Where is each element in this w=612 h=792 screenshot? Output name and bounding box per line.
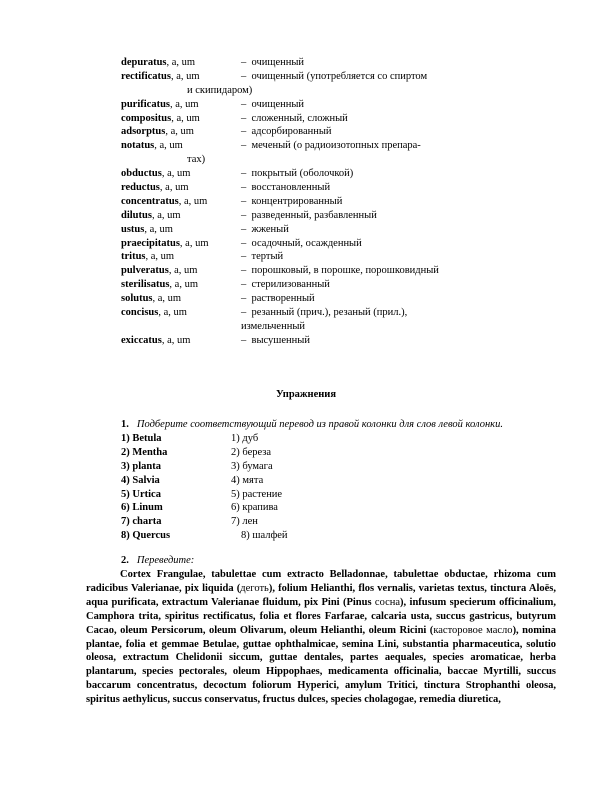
vocab-translation: – меченый (о радиоизотопных препара- [241,140,421,152]
vocab-row [121,237,481,251]
vocab-row [121,306,481,320]
vocab-row [121,334,481,348]
vocab-row [121,223,481,237]
match-russian-word: 5) растение [231,488,283,500]
match-row [121,501,421,515]
vocab-translation: – жженый [241,223,289,235]
exercise-2-text [86,568,556,707]
match-latin-word: 6) Linum [121,502,163,514]
vocab-translation: – резанный (прич.), резаный (прил.), [241,307,408,319]
exercise-2-number: 2. [121,555,129,566]
match-latin-word: 2) Mentha [121,446,168,458]
exercise-1-task: Подберите соответствующий перевод из правой колонки для слов левой колонки. [136,419,503,430]
vocab-latin: concentratus, a, um [121,195,208,207]
match-latin-word: 8) Quercus [121,530,171,542]
russian-gloss-text: деготь [240,582,269,594]
vocab-translation: – высушенный [241,334,310,346]
vocab-translation: – тертый [241,251,284,263]
match-russian-word: 1) дуб [231,433,259,444]
match-russian-word: 2) береза [231,446,272,458]
vocab-latin: solutus, a, um [121,293,182,305]
match-russian-word: 6) крапива [231,502,278,514]
vocab-row-continuation [121,320,481,334]
exercise-1-number: 1. [121,419,129,430]
vocab-translation-continuation: и скипидаром) [187,84,253,96]
vocab-latin: tritus, a, um [121,251,175,263]
vocab-translation: – осадочный, осажденный [241,237,362,249]
vocab-translation-continuation: измельченный [241,320,306,332]
vocab-translation: – стерилизованный [241,279,330,291]
vocab-row [121,56,481,70]
vocab-translation: – очищенный [241,98,305,110]
vocab-row [121,139,481,153]
match-row [121,529,421,543]
latin-phrase-text: Cortex Frangulae, tabulettae cum extracto Belladonnae, tabulettae obductae, rhizoma cum radicibus Valerianae, pix liquida ( [86,569,556,594]
vocab-row [121,250,481,264]
latin-phrase-text: ), infusum specierum officinalium, Camphora trita, spiritus rectificatus, folia et flores Farfarae, calcaria usta, succus gastricus, butyrum Cacao, oleum Persicorum, oleum Olivarum, oleum Helianthi, oleum Ricini ( [86,596,556,636]
latin-phrase-text: ), folium Helianthi, flos vernalis, varietas textus, tinctura Aloës, aqua purificata, extractum Valerianae fluidum, pix Pini (Pinus [86,582,556,608]
vocab-latin: reductus, a, um [121,182,189,194]
match-russian-word: 7) лен [231,516,258,528]
match-latin-word: 1) Betula [121,433,162,444]
vocab-latin: pulveratus, a, um [121,265,198,277]
vocab-latin: notatus, a, um [121,140,183,152]
vocab-row [121,209,481,223]
vocab-latin: adsorptus, a, um [121,126,194,138]
exercises-heading: Упражнения [275,389,337,400]
vocab-latin: rectificatus, a, um [121,70,200,82]
vocab-translation-continuation: тах) [187,154,206,166]
vocab-translation: – растворенный [241,293,315,305]
vocab-translation: – очищенный (употребляется со спиртом [241,70,428,82]
match-row [121,432,421,446]
match-row [121,474,421,488]
vocab-row-continuation [121,84,481,98]
vocab-latin: purificatus, a, um [121,98,199,110]
match-russian-word: 8) шалфей [241,530,288,542]
vocab-translation: – адсорбированный [241,126,332,138]
vocab-latin: dilutus, a, um [121,209,181,221]
vocab-latin: praecipitatus, a, um [121,237,209,249]
vocab-translation: – покрытый (оболочкой) [241,168,354,180]
vocab-row-continuation [121,153,481,167]
vocab-latin: obductus, a, um [121,168,191,180]
vocab-row [121,264,481,278]
vocab-translation: – порошковый, в порошке, порошковидный [241,265,439,277]
vocab-row [121,125,481,139]
match-latin-word: 5) Urtica [121,488,161,500]
vocab-row [121,181,481,195]
match-row [121,488,421,502]
match-russian-word: 4) мята [231,474,264,486]
match-row [121,515,421,529]
vocab-latin: sterilisatus, a, um [121,279,198,291]
match-latin-word: 7) charta [121,516,162,528]
vocab-translation: – концентрированный [241,195,343,207]
matching-table [121,432,421,543]
match-latin-word: 3) planta [121,460,161,472]
exercise-2-task: Переведите: [136,555,195,566]
vocabulary-list [121,56,481,348]
vocab-latin: compositus, a, um [121,112,200,124]
vocab-row [121,70,481,84]
russian-gloss-text: касторовое масло [433,624,513,636]
vocab-translation: – сложенный, сложный [241,112,348,124]
exercise-2-header [121,554,194,568]
vocab-row [121,98,481,112]
match-latin-word: 4) Salvia [121,474,160,486]
vocab-translation: – очищенный [241,57,305,68]
match-row [121,460,421,474]
russian-gloss-text: сосна [374,596,401,608]
latin-phrase-text: ), nomina plantae, folia et gemmae Betulae, guttae ophthalmicae, semina Lini, substantia pharmaceutica, solutio oleosa, extractum Chelidonii siccum, guttae dentales, partes aequales, species aromaticae, herba plantarum, species pectorales, oleum Hippophaes, medicamenta officinalia, baccae Myrtilli, succus baccarum concentratus, decoctum foliorum Hyperici, amylum Tritici, tinctura Strophanthi oleosa, spiritus aethylicus, succus conservatus, fructus dulces, species cholagogae, remedia diuretica, [86,624,556,706]
vocab-row [121,292,481,306]
vocab-row [121,112,481,126]
vocab-row [121,278,481,292]
exercise-1-header [121,418,503,432]
vocab-translation: – восстановленный [241,182,331,194]
vocab-row [121,195,481,209]
vocab-latin: exiccatus, a, um [121,334,191,346]
match-russian-word: 3) бумага [231,460,273,472]
vocab-latin: concisus, a, um [121,307,187,319]
match-row [121,446,421,460]
vocab-latin: ustus, a, um [121,223,173,235]
vocab-latin: depuratus, a, um [121,57,196,68]
vocab-row [121,167,481,181]
vocab-translation: – разведенный, разбавленный [241,209,377,221]
